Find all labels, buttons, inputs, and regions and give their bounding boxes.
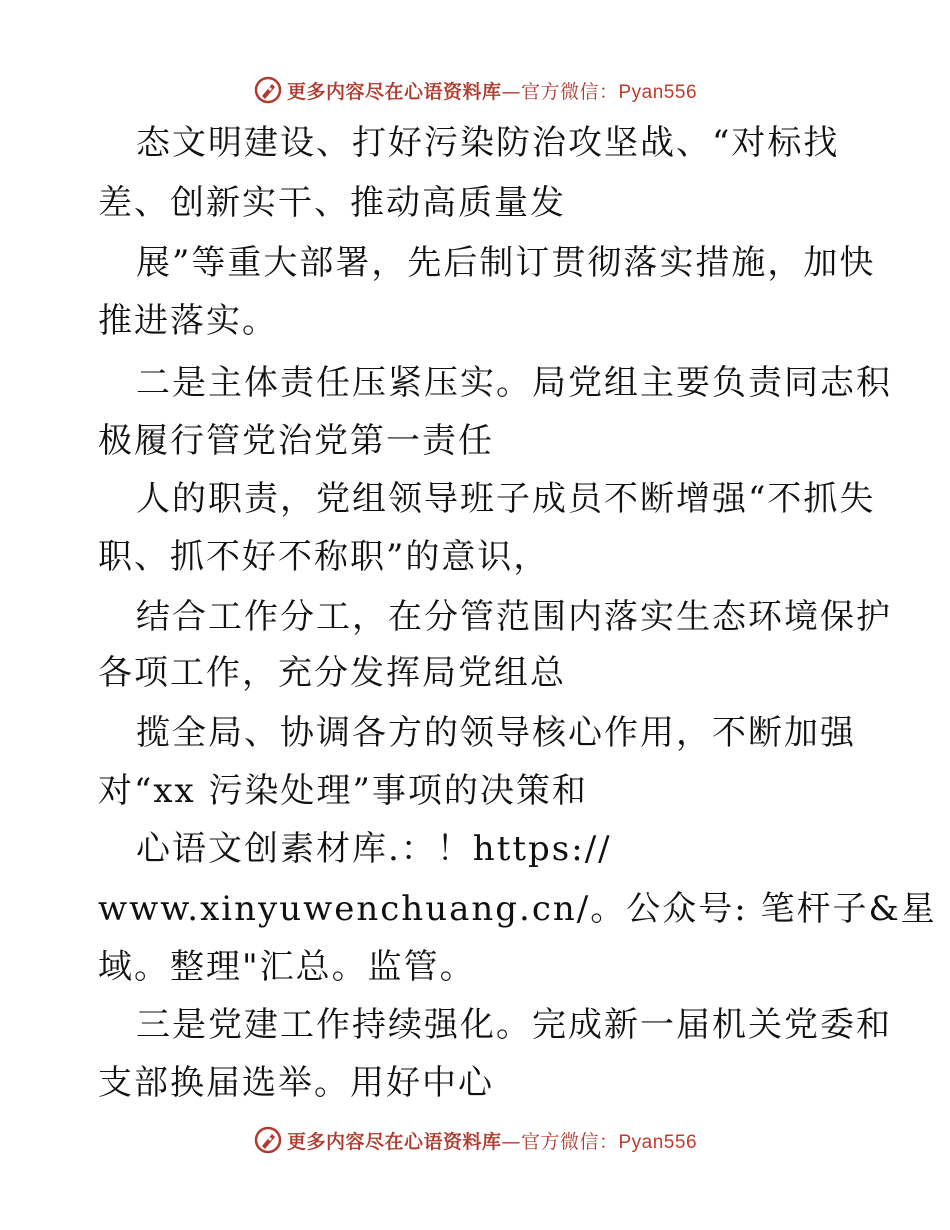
body-line: 展”等重大部署，先后制订贯彻落实措施，加快: [136, 243, 876, 283]
body-line: 极履行管党治党第一责任: [98, 421, 494, 461]
body-line: 各项工作，充分发挥局党组总: [98, 653, 566, 693]
header-banner: [0, 70, 950, 110]
pen-nib-logo-icon: [253, 1125, 283, 1155]
body-line: 对“xx 污染处理”事项的决策和: [98, 771, 588, 811]
body-line: 职、抓不好不称职”的意识，: [98, 537, 550, 577]
body-line: 三是党建工作持续强化。完成新一届机关党委和: [136, 1005, 892, 1045]
footer-banner: [0, 1120, 950, 1160]
body-line: 心语文创素材库.：！https://: [136, 829, 612, 869]
body-line: 域。整理"汇总。监管。: [98, 947, 476, 987]
body-line: 支部换届选举。用好中心: [98, 1063, 494, 1103]
body-line: 态文明建设、打好污染防治攻坚战、“对标找: [136, 123, 840, 163]
pen-nib-logo-icon: [253, 75, 283, 105]
body-line: 差、创新实干、推动高质量发: [98, 183, 566, 223]
header-banner-text: 更多内容尽在心语资料库—官方微信：Pyan556: [286, 80, 698, 103]
body-line: 结合工作分工，在分管范围内落实生态环境保护: [136, 597, 892, 637]
footer-banner-text: 更多内容尽在心语资料库—官方微信：Pyan556: [286, 1130, 698, 1153]
body-line: 揽全局、协调各方的领导核心作用，不断加强: [136, 713, 856, 753]
body-line: 二是主体责任压紧压实。局党组主要负责同志积: [136, 363, 892, 403]
body-line: www.xinyuwenchuang.cn/。公众号: 笔杆子&星: [98, 889, 937, 929]
body-line: 推进落实。: [98, 301, 278, 341]
body-line: 人的职责，党组领导班子成员不断增强“不抓失: [136, 479, 876, 519]
